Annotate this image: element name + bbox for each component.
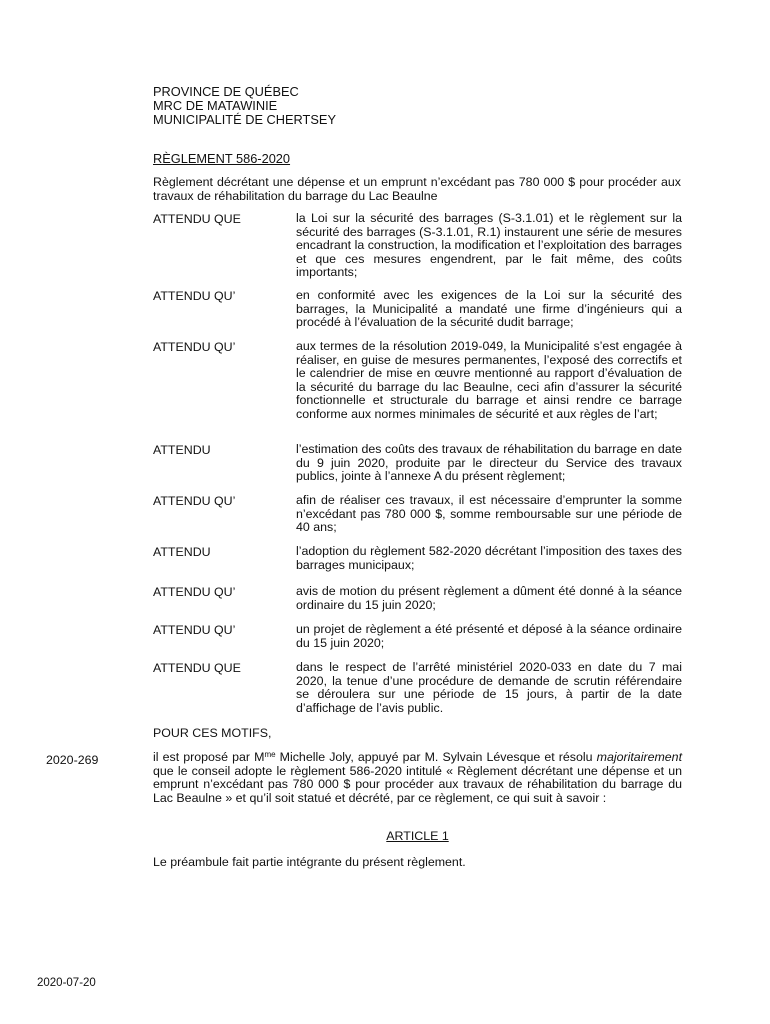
whereas-label: ATTENDU QU’ xyxy=(153,623,236,637)
whereas-label: ATTENDU QUE xyxy=(153,212,241,226)
resolution-number: 2020-269 xyxy=(46,753,99,767)
whereas-label: ATTENDU QU’ xyxy=(153,340,236,354)
resolution-part-2: Michelle Joly, appuyé par M. Sylvain Lévesque et résolu xyxy=(275,750,597,764)
title-superscript: me xyxy=(264,750,276,759)
article-title: ARTICLE 1 xyxy=(386,829,449,843)
whereas-label: ATTENDU QU’ xyxy=(153,494,236,508)
resolution-part-1: il est proposé par M xyxy=(153,750,265,764)
whereas-label: ATTENDU xyxy=(153,443,211,457)
whereas-text: en conformité avec les exigences de la Loi sur la sécurité des barrages, la Municipalité a mandaté une firme d’ingénieurs qui a procédé à l’évaluation de la sécurité dudit barrage; xyxy=(296,288,682,330)
header-municipality: MUNICIPALITÉ DE CHERTSEY xyxy=(153,112,336,127)
whereas-label: ATTENDU QUE xyxy=(153,661,241,675)
whereas-text: la Loi sur la sécurité des barrages (S-3.1.01) et le règlement sur la sécurité des barrages (S-3.1.01, R.1) instaurent une série de mesures encadrant la construction, la modification et l’exploitation des barrages et que ces mesures engendrent, par le fait même, des coûts importants; xyxy=(296,211,682,280)
regulation-title: RÈGLEMENT 586-2020 xyxy=(153,151,291,166)
whereas-text: afin de réaliser ces travaux, il est nécessaire d’emprunter la somme n’excédant pas 780 000 $, somme remboursable sur une période de 40 ans; xyxy=(296,493,682,535)
motifs-heading: POUR CES MOTIFS, xyxy=(153,726,272,740)
whereas-text: avis de motion du présent règlement a dûment été donné à la séance ordinaire du 15 juin 2020; xyxy=(296,584,682,612)
resolution-part-3: que le conseil adopte le règlement 586-2020 intitulé « Règlement décrétant une dépense et un emprunt n’excédant pas 780 000 $ pour procéder aux travaux de réhabilitation du barrage du Lac Beaulne » et qu’il soit statué et décrété, par ce règlement, ce qui suit à savoir : xyxy=(153,763,682,805)
whereas-text: dans le respect de l’arrêté ministériel 2020-033 en date du 7 mai 2020, la tenue d’une procédure de demande de scrutin référendaire se déroulera sur une période de 15 jours, à partir de la date d’affichage de l’avis public. xyxy=(296,660,682,715)
whereas-text: l’estimation des coûts des travaux de réhabilitation du barrage en date du 9 juin 2020, produite par le directeur du Service des travaux publics, jointe à l’annexe A du présent règlement; xyxy=(296,442,682,484)
whereas-text: un projet de règlement a été présenté et déposé à la séance ordinaire du 15 juin 2020; xyxy=(296,622,682,650)
whereas-text: l’adoption du règlement 582-2020 décrétant l’imposition des taxes des barrages municipaux; xyxy=(296,544,682,572)
resolution-text xyxy=(153,751,682,805)
article-text: Le préambule fait partie intégrante du présent règlement. xyxy=(153,855,466,869)
resolution-emphasis: majoritairement xyxy=(596,750,683,764)
header-province: PROVINCE DE QUÉBEC xyxy=(153,84,299,99)
regulation-description: Règlement décrétant une dépense et un emprunt n’excédant pas 780 000 $ pour procéder aux travaux de réhabilitation du barrage du Lac Beaulne xyxy=(153,175,681,203)
whereas-label: ATTENDU xyxy=(153,545,211,559)
footer-date: 2020-07-20 xyxy=(37,977,96,989)
whereas-label: ATTENDU QU’ xyxy=(153,585,236,599)
header-mrc: MRC DE MATAWINIE xyxy=(153,98,278,113)
whereas-text: aux termes de la résolution 2019-049, la Municipalité s’est engagée à réaliser, en guise de mesures permanentes, l’exposé des correctifs et le calendrier de mise en œuvre mentionné au rapport d’évaluation de la sécurité du barrage du lac Beaulne, ceci afin d’assurer la sécurité fonctionnelle et structurale du barrage et ainsi rendre ce barrage conforme aux normes minimales de sécurité et aux règles de l’art; xyxy=(296,339,682,421)
whereas-label: ATTENDU QU’ xyxy=(153,289,236,303)
document-header xyxy=(153,85,336,127)
